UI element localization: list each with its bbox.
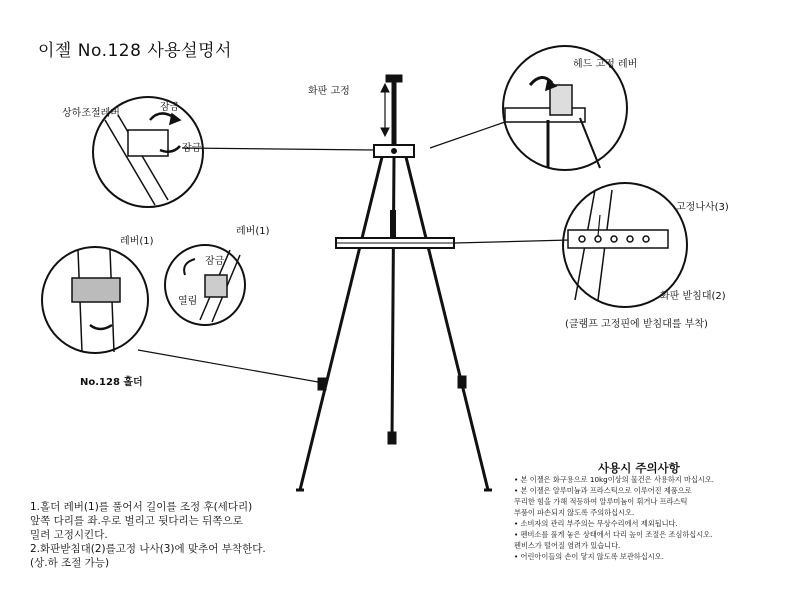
label-open-center: 열림 (178, 296, 198, 307)
instruction-line: 밀려 고정시킨다. (30, 529, 108, 541)
label-lever1-left: 레버(1) (120, 236, 154, 247)
caution-list (514, 474, 714, 562)
label-holder-name: No.128 홀더 (80, 377, 143, 388)
caution-item: • 소비자의 관리 부주의는 무상수리에서 제외됩니다. (514, 519, 678, 528)
label-fix-screw: 고정나사(3) (676, 202, 729, 213)
label-lever1-center: 레버(1) (236, 226, 270, 237)
label-head-lever: 헤드 고정 레버 (573, 59, 638, 70)
caution-item: 부품이 파손되지 않도록 주의하십시오. (514, 508, 635, 517)
label-tighten-b: 잠금 (182, 143, 202, 154)
page-title: 이젤 No.128 사용설명서 (38, 41, 232, 61)
instructions-block (30, 500, 266, 570)
instruction-line: 2.화판받침대(2)를고정 나사(3)에 맞추어 부착한다. (30, 543, 266, 555)
label-canvas-support: 화판 받침대(2) (660, 291, 726, 302)
label-canvas-fix: 화판 고정 (308, 86, 350, 97)
caution-item: • 본 이젤은 알루미늄과 프라스틱으로 이루어진 제품으로 (514, 486, 692, 495)
label-updown-lever: 상하조절레버 (62, 108, 120, 119)
caution-item: • 어린아이들의 손이 닿지 않도록 보관하십시오. (514, 552, 664, 561)
caution-item: 펜비스가 떨어질 염려가 있습니다. (514, 541, 621, 550)
caution-title: 사용시 주의사항 (598, 461, 680, 475)
label-tighten-a: 잠금 (160, 102, 180, 113)
label-lock-center: 잠금 (205, 256, 225, 267)
instruction-line: 앞쪽 다리를 좌.우로 벌리고 뒷다리는 뒤쪽으로 (30, 515, 243, 527)
instruction-line: (상.하 조절 가능) (30, 557, 110, 569)
caution-item: 무리한 힘을 가해 적등하여 알루미늄이 휘거나 프라스틱 (514, 497, 688, 506)
caution-item: • 본 이젤은 화구용으로 10kg이상의 물건은 사용하지 마십시오. (514, 475, 715, 484)
caution-item: • 펜비소를 풀게 놓은 상태에서 다리 높이 조절은 조심하십시오. (514, 530, 713, 539)
label-clamp-note: (클램프 고정핀에 받침대를 부착) (565, 319, 708, 330)
instruction-line: 1.홀더 레버(1)를 풀어서 길이를 조정 후(세다리) (30, 501, 253, 513)
